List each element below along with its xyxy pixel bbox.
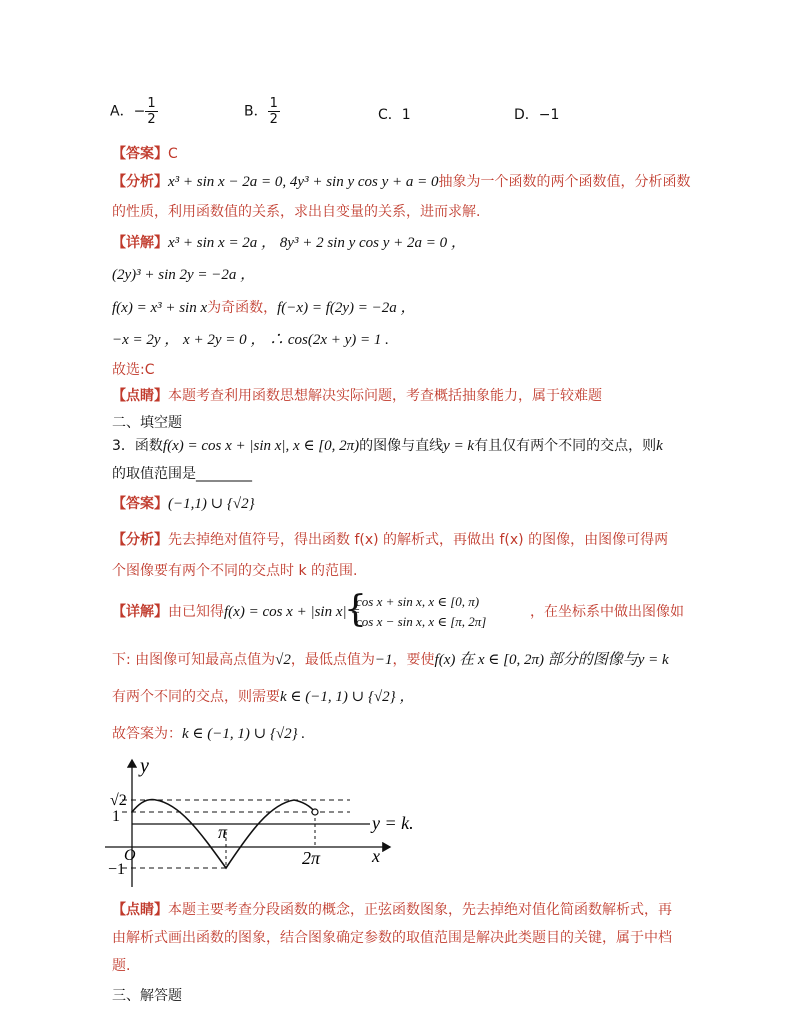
option-b-label: B． <box>244 103 268 120</box>
label-line-k: y = k. <box>372 813 414 833</box>
function-graph <box>100 752 430 892</box>
option-d: D．−1 <box>514 107 560 123</box>
label-origin: O <box>124 847 136 864</box>
q3-detail-3: 有两个不同的交点，则需要k ∈ (−1, 1) ∪ {√2} ， <box>112 689 415 705</box>
q2-comment: 【点睛】本题考查利用函数思想解决实际问题，考查概括抽象能力，属于较难题 <box>112 388 602 404</box>
q3-answer: 【答案】(−1,1) ∪ {√2} <box>112 496 255 512</box>
label-sqrt2: √2 <box>110 792 127 809</box>
y-axis-label: y <box>140 755 149 777</box>
q2-detail-4: −x = 2y ， x + 2y = 0 ， ∴ cos(2x + y) = 1 . <box>112 332 389 348</box>
option-a <box>110 96 158 127</box>
label-one: 1 <box>112 808 120 825</box>
q2-choose: 故选:C <box>112 362 155 378</box>
label-2pi: 2π <box>302 848 321 868</box>
option-a-fraction: $\frac{1}{2}$ <box>147 96 156 127</box>
option-b-fraction: $\frac{1}{2}$ <box>269 96 278 127</box>
q2-detail-1: 【详解】x³ + sin x = 2a ， 8y³ + 2 sin y cos y + 2a = 0 ， <box>112 235 466 251</box>
q3-detail-1-tail: ，在坐标系中做出图像如 <box>530 604 684 620</box>
q2-analysis: 【分析】x³ + sin x − 2a = 0, 4y³ + sin y cos y + a = 0抽象为一个函数的两个函数值，分析函数 <box>112 174 691 190</box>
section-fill-in: 二、填空题 <box>112 415 182 431</box>
label-neg-one: −1 <box>108 861 126 878</box>
label-pi: π <box>218 822 228 842</box>
q3-comment-2: 由解析式画出函数的图象，结合图象确定参数的取值范围是解决此类题目的关键，属于中档 <box>112 930 672 946</box>
piecewise-brace: { <box>344 589 367 630</box>
piecewise-cases <box>356 592 486 632</box>
q2-detail-3: f(x) = x³ + sin x为奇函数，f(−x) = f(2y) = −2a ， <box>112 300 416 316</box>
q3-comment-3: 题. <box>112 958 131 974</box>
q3-detail-1: 【详解】由已知得f(x) = cos x + |sin x| = <box>112 604 361 620</box>
option-a-label: A．− <box>110 103 146 120</box>
q3-analysis-cont: 个图像要有两个不同的交点时 k 的范围. <box>112 563 358 579</box>
section-answer: 三、解答题 <box>112 988 182 1004</box>
q3-comment: 【点睛】本题主要考查分段函数的概念，正弦函数图象，先去掉绝对值化简函数解析式，再 <box>112 902 672 918</box>
option-b <box>244 96 280 127</box>
q3-stem-2: 的取值范围是________ <box>112 466 252 482</box>
q3-analysis: 【分析】先去掉绝对值符号，得出函数 f(x) 的解析式，再做出 f(x) 的图像，由图像可得两 <box>112 532 669 548</box>
q3-detail-2: 下: 由图像可知最高点值为√2，最低点值为−1，要使f(x) 在 x ∈ [0, 2π) 部分的图像与y = k <box>112 652 669 668</box>
q2-detail-2: (2y)³ + sin 2y = −2a ， <box>112 267 256 283</box>
q2-answer: 【答案】C <box>112 146 178 162</box>
piecewise-case-2: cos x − sin x, x ∈ [π, 2π] <box>356 614 487 629</box>
piecewise-case-1: cos x + sin x, x ∈ [0, π) <box>356 594 480 609</box>
q3-final-answer: 故答案为：k ∈ (−1, 1) ∪ {√2} . <box>112 726 306 742</box>
q2-analysis-cont: 的性质，利用函数值的关系，求出自变量的关系，进而求解. <box>112 204 481 220</box>
open-endpoint <box>312 809 318 815</box>
x-axis-label: x <box>372 846 380 866</box>
option-c: C．1 <box>378 107 411 123</box>
q3-stem-1: 3．函数f(x) = cos x + |sin x|, x ∈ [0, 2π)的图像与直线y = k有且仅有两个不同的交点，则k <box>112 438 663 454</box>
